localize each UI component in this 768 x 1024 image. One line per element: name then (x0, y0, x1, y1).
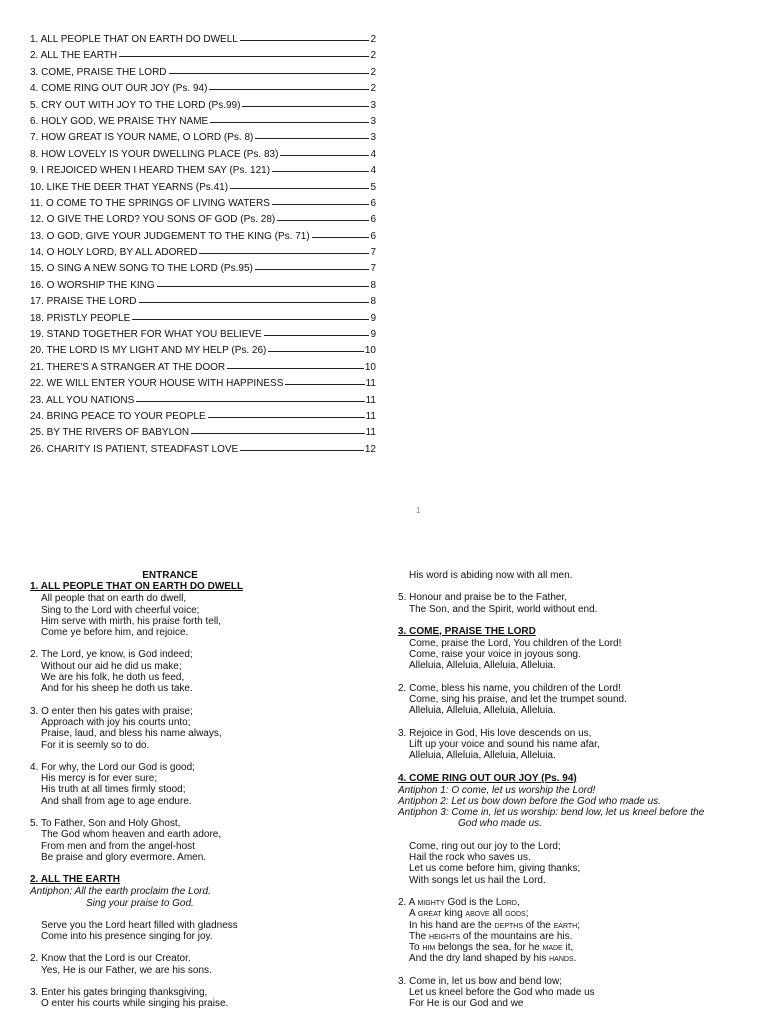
toc-leader-line (268, 351, 363, 352)
toc-entry-title: 4. COME RING OUT OUR JOY (Ps. 94) (30, 83, 208, 95)
toc-entry-title: 8. HOW LOVELY IS YOUR DWELLING PLACE (Ps. 83) (30, 148, 279, 160)
toc-entry-page: 4 (370, 148, 376, 160)
toc-leader-line (272, 171, 369, 172)
verse-line: The heights of the mountains are his. (409, 930, 573, 942)
toc-entry-title: 10. LIKE THE DEER THAT YEARNS (Ps.41) (30, 181, 229, 193)
toc-entry (30, 294, 376, 310)
toc-entry-page: 3 (370, 132, 376, 144)
toc-entry (30, 245, 376, 261)
verse-line: 2. Know that the Lord is our Creator. (30, 953, 191, 965)
verse (30, 706, 380, 751)
song-title: 1. ALL PEOPLE THAT ON EARTH DO DWELL (30, 581, 244, 593)
verse-line: We are his folk, he doth us feed, (41, 672, 185, 684)
verse-line: 5. To Father, Son and Holy Ghost, (30, 818, 181, 830)
verse (398, 592, 758, 615)
antiphon: Sing your praise to God. (86, 897, 194, 909)
toc-leader-line (227, 368, 364, 369)
toc-entry-title: 5. CRY OUT WITH JOY TO THE LORD (Ps.99) (30, 99, 241, 111)
verse (398, 897, 758, 965)
toc-entry-title: 25. BY THE RIVERS OF BABYLON (30, 427, 190, 439)
toc-leader-line (132, 319, 369, 320)
toc-entry-page: 6 (370, 214, 376, 226)
toc-entry-page: 8 (370, 279, 376, 291)
toc-entry-title: 15. O SING A NEW SONG TO THE LORD (Ps.95) (30, 263, 253, 275)
verse (398, 638, 758, 672)
toc-entry-page: 12 (364, 443, 376, 455)
toc-entry-page: 9 (370, 329, 376, 341)
toc-leader-line (210, 122, 369, 123)
toc-leader-line (209, 89, 369, 90)
toc-entry (30, 196, 376, 212)
verse-line: Approach with joy his courts unto; (41, 716, 191, 728)
toc-entry (30, 32, 376, 48)
verse-line: From men and from the angel-host (41, 840, 195, 852)
toc-entry (30, 147, 376, 163)
verse-line: Let us come before him, giving thanks; (409, 863, 581, 875)
toc-entry (30, 81, 376, 97)
toc-entry-title: 7. HOW GREAT IS YOUR NAME, O LORD (Ps. 8) (30, 132, 254, 144)
verse-line: 3. Enter his gates bringing thanksgiving, (30, 987, 208, 999)
toc-entry-page: 8 (370, 296, 376, 308)
song-title: 2. ALL THE EARTH (30, 874, 121, 886)
toc-entry (30, 229, 376, 245)
toc-entry (30, 114, 376, 130)
verse (30, 762, 380, 807)
toc-entry-title: 19. STAND TOGETHER FOR WHAT YOU BELIEVE (30, 329, 262, 341)
verse (30, 920, 380, 943)
toc-leader-line (264, 335, 370, 336)
antiphon: Antiphon 3: Come in, let us worship: bend low, let us kneel before the (398, 807, 705, 819)
toc-entry (30, 180, 376, 196)
verse (30, 818, 380, 863)
toc-entry-page: 5 (370, 181, 376, 193)
antiphon: God who made us. (458, 818, 542, 830)
verse-line: A great king above all gods; (409, 908, 529, 920)
verse-line: Praise, laud, and bless his name always, (41, 728, 222, 740)
toc-entry-page: 2 (370, 83, 376, 95)
toc-leader-line (242, 106, 369, 107)
toc-entry (30, 163, 376, 179)
verse (398, 728, 758, 762)
toc-entry-title: 23. ALL YOU NATIONS (30, 394, 135, 406)
toc-entry (30, 278, 376, 294)
verse-line: Let us kneel before the God who made us (409, 987, 595, 999)
toc-entry-page: 9 (370, 312, 376, 324)
toc-entry-page: 2 (370, 66, 376, 78)
toc-leader-line (139, 302, 370, 303)
verse-line: Come, sing his praise, and let the trumpet sound. (409, 694, 627, 706)
verse-line: 2. The Lord, ye know, is God indeed; (30, 649, 193, 661)
verse-line: And shall from age to age endure. (41, 795, 192, 807)
verse-line: 2. A mighty God is the Lord, (398, 896, 520, 908)
verse-line: 3. O enter then his gates with praise; (30, 705, 193, 717)
verse (398, 683, 758, 717)
verse-line: With songs let us hail the Lord. (409, 874, 546, 886)
toc-entry-page: 7 (370, 263, 376, 275)
toc-entry-title: 16. O WORSHIP THE KING (30, 279, 155, 291)
toc-entry (30, 311, 376, 327)
toc-list (30, 32, 376, 458)
verse-line: And the dry land shaped by his hands. (409, 953, 577, 965)
toc-entry (30, 98, 376, 114)
toc-entry (30, 425, 376, 441)
toc-entry-title: 24. BRING PEACE TO YOUR PEOPLE (30, 410, 206, 422)
verse-line: 4. For why, the Lord our God is good; (30, 761, 195, 773)
verse-line: Sing to the Lord with cheerful voice; (41, 604, 200, 616)
verse-line: All people that on earth do dwell, (41, 593, 187, 605)
toc-leader-line (277, 220, 369, 221)
toc-entry-title: 17. PRAISE THE LORD (30, 296, 137, 308)
toc-entry (30, 360, 376, 376)
toc-leader-line (230, 188, 369, 189)
verse-line: Alleluia, Alleluia, Alleluia, Alleluia. (409, 705, 556, 717)
toc-entry (30, 376, 376, 392)
toc-entry-title: 26. CHARITY IS PATIENT, STEADFAST LOVE (30, 443, 239, 455)
verse-line: 3. Rejoice in God, His love descends on us, (398, 727, 592, 739)
toc-leader-line (312, 237, 370, 238)
verse-line: His truth at all times firmly stood; (41, 784, 186, 796)
toc-entry (30, 409, 376, 425)
page-number: 1 (416, 506, 421, 515)
verse-line: Yes, He is our Father, we are his sons. (41, 964, 212, 976)
toc-entry-title: 18. PRISTLY PEOPLE (30, 312, 131, 324)
verse (398, 841, 758, 886)
toc-entry-title: 6. HOLY GOD, WE PRAISE THY NAME (30, 115, 209, 127)
song-title: 3. COME, PRAISE THE LORD (398, 625, 536, 637)
toc-entry-page: 11 (365, 410, 376, 422)
antiphon: Antiphon: All the earth proclaim the Lord. (30, 886, 211, 898)
toc-leader-line (169, 73, 370, 74)
verse-line: 5. Honour and praise be to the Father, (398, 592, 567, 604)
verse-line: The Son, and the Spirit, world without end. (409, 603, 598, 615)
toc-entry-page: 2 (370, 34, 376, 45)
verse-line: For He is our God and we (409, 998, 524, 1010)
toc-entry-title: 22. WE WILL ENTER YOUR HOUSE WITH HAPPINESS (30, 378, 284, 390)
toc-entry (30, 343, 376, 359)
toc-entry (30, 327, 376, 343)
toc-leader-line (285, 384, 364, 385)
verse (30, 953, 380, 976)
toc-entry-page: 10 (364, 345, 376, 357)
toc-entry-title: 3. COME, PRAISE THE LORD (30, 66, 167, 78)
toc-entry-page: 2 (370, 50, 376, 62)
toc-entry-title: 14. O HOLY LORD, BY ALL ADORED (30, 247, 198, 259)
verse-line: Without our aid he did us make; (41, 660, 182, 672)
toc-entry-page: 11 (365, 394, 376, 406)
verse-line: Him serve with mirth, his praise forth tell, (41, 615, 222, 627)
antiphon: Antiphon 2: Let us bow down before the God who made us. (398, 795, 661, 807)
toc-leader-line (136, 401, 364, 402)
left-column (30, 570, 380, 1010)
verse (30, 649, 380, 694)
verse-line: Come, raise your voice in joyous song. (409, 649, 581, 661)
toc-entry-page: 11 (365, 427, 376, 439)
toc-entry-page: 6 (370, 197, 376, 209)
toc-leader-line (119, 56, 369, 57)
verse-line: Be praise and glory evermore. Amen. (41, 851, 207, 863)
toc-entry (30, 65, 376, 81)
right-column (398, 570, 758, 1010)
toc-entry (30, 212, 376, 228)
verse (30, 593, 380, 638)
verse-line: Hail the rock who saves us. (409, 852, 531, 864)
toc-leader-line (199, 253, 369, 254)
toc-entry-title: 21. THERE'S A STRANGER AT THE DOOR (30, 361, 226, 373)
toc-entry-page: 6 (370, 230, 376, 242)
verse-line: His mercy is for ever sure; (41, 773, 158, 785)
song-title: 4. COME RING OUT OUR JOY (Ps. 94) (398, 772, 577, 784)
section-label: ENTRANCE (142, 570, 198, 581)
verse (30, 987, 380, 1010)
verse-line: The God whom heaven and earth adore, (41, 829, 222, 841)
toc-entry-title: 11. O COME TO THE SPRINGS OF LIVING WATERS (30, 197, 270, 209)
verse-line: Lift up your voice and sound his name afar, (409, 738, 600, 750)
verse-line: Come into his presence singing for joy. (41, 931, 213, 943)
toc-entry (30, 130, 376, 146)
verse-line: Alleluia, Alleluia, Alleluia, Alleluia. (409, 750, 556, 762)
toc-leader-line (157, 286, 370, 287)
verse-line: His word is abiding now with all men. (409, 570, 573, 581)
verse-line: To him belongs the sea, for he made it, (409, 942, 574, 954)
toc-entry-page: 3 (370, 115, 376, 127)
toc-entry-page: 10 (364, 361, 376, 373)
toc-entry-page: 7 (370, 247, 376, 259)
toc-entry (30, 442, 376, 458)
antiphon: Antiphon 1: O come, let us worship the Lord! (398, 784, 596, 796)
toc-entry-title: 1. ALL PEOPLE THAT ON EARTH DO DWELL (30, 34, 238, 45)
verse-line: For it is seemly so to do. (41, 739, 150, 751)
toc-leader-line (255, 138, 369, 139)
toc-leader-line (272, 204, 370, 205)
toc-leader-line (191, 433, 364, 434)
toc-entry-title: 2. ALL THE EARTH (30, 50, 118, 62)
hymn-page (0, 570, 768, 1024)
verse-line: Alleluia, Alleluia, Alleluia, Alleluia. (409, 660, 556, 672)
toc-entry-page: 3 (370, 99, 376, 111)
toc-entry-title: 9. I REJOICED WHEN I HEARD THEM SAY (Ps. 121) (30, 165, 271, 177)
toc-entry (30, 393, 376, 409)
toc-entry (30, 261, 376, 277)
toc-entry (30, 48, 376, 64)
verse-line: In his hand are the depths of the earth; (409, 919, 580, 931)
verse-line: Come, ring out our joy to the Lord; (409, 840, 561, 852)
toc-leader-line (240, 450, 364, 451)
verse-line: Come ye before him, and rejoice. (41, 627, 189, 639)
toc-leader-line (208, 417, 365, 418)
toc-entry-title: 12. O GIVE THE LORD? YOU SONS OF GOD (Ps. 28) (30, 214, 276, 226)
verse-line: 2. Come, bless his name, you children of the Lord! (398, 682, 621, 694)
verse-line: Come, praise the Lord, You children of the Lord! (409, 637, 622, 649)
toc-leader-line (255, 269, 370, 270)
verse-line: And for his sheep he doth us take. (41, 683, 193, 695)
toc-entry-title: 20. THE LORD IS MY LIGHT AND MY HELP (Ps. 26) (30, 345, 267, 357)
verse-line: Serve you the Lord heart filled with gladness (41, 919, 238, 931)
toc-entry-page: 11 (365, 378, 376, 390)
toc-leader-line (280, 155, 369, 156)
verse-line: 3. Come in, let us bow and bend low; (398, 975, 562, 987)
toc-entry-title: 13. O GOD, GIVE YOUR JUDGEMENT TO THE KING (Ps. 71) (30, 230, 310, 242)
toc-leader-line (240, 40, 370, 41)
toc-entry-page: 4 (370, 165, 376, 177)
verse (398, 976, 758, 1010)
verse-line: O enter his courts while singing his praise. (41, 998, 229, 1010)
